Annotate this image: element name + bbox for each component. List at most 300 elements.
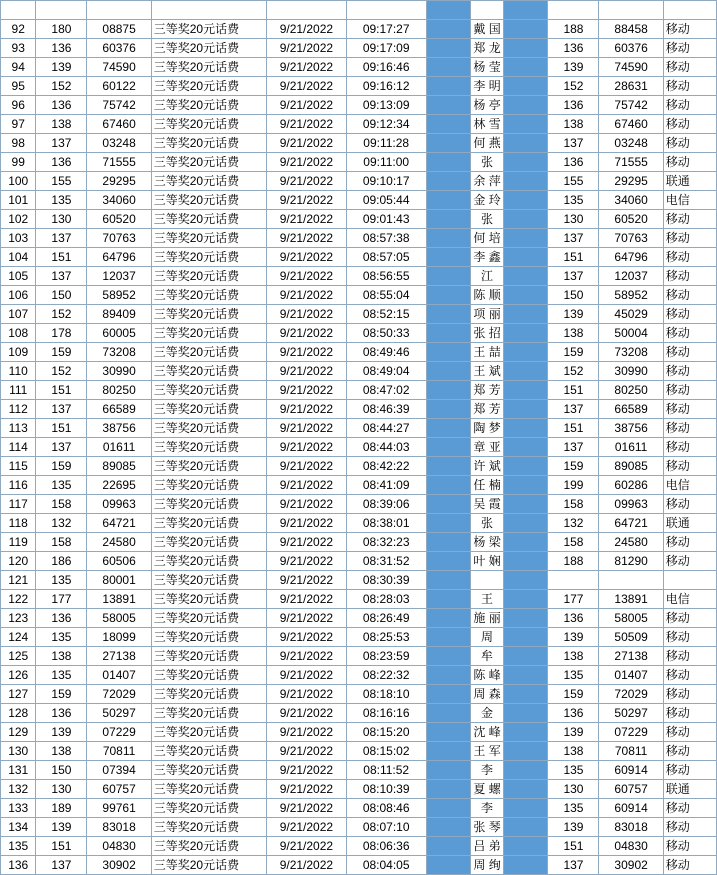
cell-time[interactable]: 08:57:05	[346, 248, 426, 267]
cell-blue-left[interactable]	[426, 704, 470, 723]
cell-time[interactable]: 08:55:04	[346, 286, 426, 305]
cell-code2[interactable]: 60757	[87, 780, 151, 799]
cell-code3[interactable]	[548, 1, 599, 20]
cell-date[interactable]: 9/21/2022	[266, 533, 346, 552]
cell-code4[interactable]: 60757	[599, 780, 663, 799]
cell-date[interactable]: 9/21/2022	[266, 343, 346, 362]
cell-code1[interactable]: 136	[36, 704, 87, 723]
cell-blue-left[interactable]	[426, 153, 470, 172]
cell-carrier[interactable]: 移动	[663, 324, 716, 343]
cell-time[interactable]: 09:11:28	[346, 134, 426, 153]
cell-code3[interactable]: 139	[548, 628, 599, 647]
cell-name[interactable]: 杨 亭	[470, 96, 503, 115]
cell-code1[interactable]: 137	[36, 267, 87, 286]
cell-code1[interactable]: 138	[36, 647, 87, 666]
cell-code1[interactable]: 130	[36, 780, 87, 799]
cell-blue-right[interactable]	[504, 77, 548, 96]
cell-code4[interactable]: 81290	[599, 552, 663, 571]
cell-blue-right[interactable]	[504, 286, 548, 305]
cell-blue-left[interactable]	[426, 856, 470, 875]
cell-code4[interactable]: 34060	[599, 191, 663, 210]
cell-name[interactable]: 江	[470, 267, 503, 286]
cell-code1[interactable]: 135	[36, 476, 87, 495]
cell-carrier[interactable]: 联通	[663, 514, 716, 533]
cell-index[interactable]: 121	[1, 571, 36, 590]
cell-code2[interactable]: 58005	[87, 609, 151, 628]
cell-prize[interactable]: 三等奖20元话费	[151, 286, 266, 305]
cell-prize[interactable]: 三等奖20元话费	[151, 305, 266, 324]
cell-prize[interactable]: 三等奖20元话费	[151, 609, 266, 628]
cell-code4[interactable]: 83018	[599, 818, 663, 837]
cell-prize[interactable]: 三等奖20元话费	[151, 514, 266, 533]
cell-code4[interactable]: 30990	[599, 362, 663, 381]
cell-carrier[interactable]	[663, 571, 716, 590]
cell-carrier[interactable]: 移动	[663, 457, 716, 476]
cell-code4[interactable]: 60914	[599, 761, 663, 780]
cell-time[interactable]: 08:52:15	[346, 305, 426, 324]
cell-prize[interactable]: 三等奖20元话费	[151, 818, 266, 837]
cell-code3[interactable]: 188	[548, 20, 599, 39]
cell-prize[interactable]: 三等奖20元话费	[151, 552, 266, 571]
cell-code1[interactable]: 178	[36, 324, 87, 343]
cell-blue-right[interactable]	[504, 20, 548, 39]
cell-time[interactable]: 08:15:20	[346, 723, 426, 742]
cell-code4[interactable]: 60914	[599, 799, 663, 818]
cell-code1[interactable]: 135	[36, 571, 87, 590]
cell-prize[interactable]: 三等奖20元话费	[151, 381, 266, 400]
cell-code2[interactable]: 89085	[87, 457, 151, 476]
cell-code2[interactable]: 80250	[87, 381, 151, 400]
cell-time[interactable]: 08:28:03	[346, 590, 426, 609]
cell-blue-right[interactable]	[504, 628, 548, 647]
cell-code2[interactable]: 71555	[87, 153, 151, 172]
cell-blue-left[interactable]	[426, 343, 470, 362]
cell-code1[interactable]: 139	[36, 818, 87, 837]
cell-code2[interactable]: 58952	[87, 286, 151, 305]
cell-code3[interactable]: 137	[548, 267, 599, 286]
cell-prize[interactable]: 三等奖20元话费	[151, 647, 266, 666]
cell-time[interactable]: 09:16:46	[346, 58, 426, 77]
cell-carrier[interactable]: 移动	[663, 495, 716, 514]
cell-time[interactable]: 08:22:32	[346, 666, 426, 685]
cell-name[interactable]: 郑 龙	[470, 39, 503, 58]
cell-date[interactable]: 9/21/2022	[266, 362, 346, 381]
cell-index[interactable]: 128	[1, 704, 36, 723]
cell-blue-left[interactable]	[426, 628, 470, 647]
cell-blue-left[interactable]	[426, 780, 470, 799]
cell-carrier[interactable]: 移动	[663, 818, 716, 837]
cell-code4[interactable]: 71555	[599, 153, 663, 172]
cell-time[interactable]: 08:46:39	[346, 400, 426, 419]
cell-blue-left[interactable]	[426, 381, 470, 400]
cell-prize[interactable]: 三等奖20元话费	[151, 837, 266, 856]
cell-date[interactable]: 9/21/2022	[266, 742, 346, 761]
cell-index[interactable]: 92	[1, 20, 36, 39]
cell-prize[interactable]: 三等奖20元话费	[151, 20, 266, 39]
cell-name[interactable]: 王 斌	[470, 362, 503, 381]
cell-code1[interactable]: 152	[36, 362, 87, 381]
cell-time[interactable]: 09:10:17	[346, 172, 426, 191]
cell-carrier[interactable]: 移动	[663, 704, 716, 723]
cell-code3[interactable]: 199	[548, 476, 599, 495]
cell-index[interactable]: 132	[1, 780, 36, 799]
cell-time[interactable]: 08:42:22	[346, 457, 426, 476]
cell-code2[interactable]: 70763	[87, 229, 151, 248]
cell-code3[interactable]: 188	[548, 552, 599, 571]
cell-code2[interactable]: 75742	[87, 96, 151, 115]
cell-code1[interactable]: 159	[36, 343, 87, 362]
cell-code2[interactable]: 09963	[87, 495, 151, 514]
cell-prize[interactable]: 三等奖20元话费	[151, 115, 266, 134]
cell-code3[interactable]: 136	[548, 609, 599, 628]
cell-code2[interactable]: 74590	[87, 58, 151, 77]
cell-blue-left[interactable]	[426, 248, 470, 267]
cell-prize[interactable]: 三等奖20元话费	[151, 400, 266, 419]
cell-prize[interactable]: 三等奖20元话费	[151, 685, 266, 704]
cell-carrier[interactable]: 移动	[663, 39, 716, 58]
cell-prize[interactable]: 三等奖20元话费	[151, 248, 266, 267]
cell-code4[interactable]: 60376	[599, 39, 663, 58]
cell-time[interactable]: 08:49:46	[346, 343, 426, 362]
cell-prize[interactable]: 三等奖20元话费	[151, 457, 266, 476]
cell-code2[interactable]: 07394	[87, 761, 151, 780]
cell-date[interactable]: 9/21/2022	[266, 685, 346, 704]
cell-index[interactable]: 126	[1, 666, 36, 685]
cell-code4[interactable]: 01611	[599, 438, 663, 457]
cell-blue-right[interactable]	[504, 229, 548, 248]
cell-time[interactable]: 08:41:09	[346, 476, 426, 495]
cell-index[interactable]: 100	[1, 172, 36, 191]
cell-code1[interactable]: 138	[36, 115, 87, 134]
cell-blue-right[interactable]	[504, 362, 548, 381]
cell-code4[interactable]: 60286	[599, 476, 663, 495]
cell-date[interactable]: 9/21/2022	[266, 210, 346, 229]
cell-carrier[interactable]: 移动	[663, 628, 716, 647]
cell-time[interactable]: 09:12:34	[346, 115, 426, 134]
cell-time[interactable]: 08:16:16	[346, 704, 426, 723]
cell-index[interactable]: 114	[1, 438, 36, 457]
cell-date[interactable]: 9/21/2022	[266, 20, 346, 39]
cell-date[interactable]: 9/21/2022	[266, 400, 346, 419]
cell-blue-left[interactable]	[426, 552, 470, 571]
cell-time[interactable]: 08:11:52	[346, 761, 426, 780]
cell-prize[interactable]: 三等奖20元话费	[151, 191, 266, 210]
cell-time[interactable]: 09:11:00	[346, 153, 426, 172]
cell-code4[interactable]: 64721	[599, 514, 663, 533]
cell-carrier[interactable]: 移动	[663, 609, 716, 628]
cell-code3[interactable]: 151	[548, 837, 599, 856]
cell-time[interactable]: 08:31:52	[346, 552, 426, 571]
cell-carrier[interactable]: 移动	[663, 552, 716, 571]
cell-time[interactable]: 08:18:10	[346, 685, 426, 704]
cell-index[interactable]: 97	[1, 115, 36, 134]
cell-date[interactable]: 9/21/2022	[266, 77, 346, 96]
cell-code4[interactable]: 30902	[599, 856, 663, 875]
cell-date[interactable]: 9/21/2022	[266, 799, 346, 818]
cell-time[interactable]: 08:49:04	[346, 362, 426, 381]
cell-name[interactable]: 王 军	[470, 742, 503, 761]
cell-index[interactable]: 122	[1, 590, 36, 609]
cell-code4[interactable]: 50509	[599, 628, 663, 647]
cell-index[interactable]: 112	[1, 400, 36, 419]
cell-date[interactable]: 9/21/2022	[266, 590, 346, 609]
cell-code2[interactable]: 60376	[87, 39, 151, 58]
cell-date[interactable]: 9/21/2022	[266, 780, 346, 799]
cell-code4[interactable]: 13891	[599, 590, 663, 609]
cell-time[interactable]: 08:06:36	[346, 837, 426, 856]
cell-blue-right[interactable]	[504, 324, 548, 343]
cell-code4[interactable]: 64796	[599, 248, 663, 267]
cell-code4[interactable]: 45029	[599, 305, 663, 324]
cell-code4[interactable]: 58005	[599, 609, 663, 628]
cell-code1[interactable]: 139	[36, 723, 87, 742]
cell-blue-right[interactable]	[504, 134, 548, 153]
cell-index[interactable]: 107	[1, 305, 36, 324]
cell-code4[interactable]: 89085	[599, 457, 663, 476]
cell-carrier[interactable]: 电信	[663, 191, 716, 210]
cell-prize[interactable]: 三等奖20元话费	[151, 571, 266, 590]
cell-code4[interactable]: 50297	[599, 704, 663, 723]
cell-blue-right[interactable]	[504, 799, 548, 818]
cell-carrier[interactable]: 移动	[663, 533, 716, 552]
cell-date[interactable]: 9/21/2022	[266, 552, 346, 571]
cell-code2[interactable]: 04830	[87, 837, 151, 856]
cell-carrier[interactable]: 移动	[663, 305, 716, 324]
cell-prize[interactable]: 三等奖20元话费	[151, 172, 266, 191]
cell-code1[interactable]: 152	[36, 77, 87, 96]
cell-index[interactable]: 106	[1, 286, 36, 305]
cell-time[interactable]: 08:07:10	[346, 818, 426, 837]
cell-code2[interactable]: 50297	[87, 704, 151, 723]
cell-blue-right[interactable]	[504, 58, 548, 77]
cell-code2[interactable]: 13891	[87, 590, 151, 609]
cell-blue-left[interactable]	[426, 115, 470, 134]
cell-code2[interactable]: 99761	[87, 799, 151, 818]
cell-code2[interactable]: 66589	[87, 400, 151, 419]
cell-time[interactable]: 08:32:23	[346, 533, 426, 552]
cell-date[interactable]: 9/21/2022	[266, 476, 346, 495]
cell-index[interactable]: 110	[1, 362, 36, 381]
cell-code1[interactable]: 136	[36, 609, 87, 628]
cell-name[interactable]: 周 森	[470, 685, 503, 704]
cell-code2[interactable]: 18099	[87, 628, 151, 647]
cell-code4[interactable]: 72029	[599, 685, 663, 704]
cell-blue-left[interactable]	[426, 210, 470, 229]
cell-index[interactable]: 119	[1, 533, 36, 552]
cell-name[interactable]: 张	[470, 514, 503, 533]
cell-code2[interactable]: 03248	[87, 134, 151, 153]
cell-code1[interactable]: 136	[36, 96, 87, 115]
cell-index[interactable]	[1, 1, 36, 20]
cell-code4[interactable]: 50004	[599, 324, 663, 343]
cell-code1[interactable]: 189	[36, 799, 87, 818]
cell-prize[interactable]: 三等奖20元话费	[151, 153, 266, 172]
cell-blue-left[interactable]	[426, 324, 470, 343]
cell-prize[interactable]: 三等奖20元话费	[151, 742, 266, 761]
cell-code3[interactable]: 152	[548, 77, 599, 96]
cell-blue-left[interactable]	[426, 419, 470, 438]
cell-code4[interactable]: 80250	[599, 381, 663, 400]
cell-blue-right[interactable]	[504, 761, 548, 780]
cell-date[interactable]: 9/21/2022	[266, 419, 346, 438]
cell-prize[interactable]: 三等奖20元话费	[151, 533, 266, 552]
cell-code3[interactable]: 138	[548, 324, 599, 343]
cell-name[interactable]: 金	[470, 704, 503, 723]
cell-blue-right[interactable]	[504, 723, 548, 742]
cell-time[interactable]: 08:04:05	[346, 856, 426, 875]
cell-date[interactable]: 9/21/2022	[266, 267, 346, 286]
cell-name[interactable]: 任 楠	[470, 476, 503, 495]
cell-date[interactable]: 9/21/2022	[266, 495, 346, 514]
cell-code3[interactable]: 137	[548, 438, 599, 457]
cell-carrier[interactable]: 移动	[663, 723, 716, 742]
cell-code3[interactable]: 151	[548, 419, 599, 438]
cell-date[interactable]: 9/21/2022	[266, 58, 346, 77]
cell-blue-left[interactable]	[426, 571, 470, 590]
cell-code1[interactable]: 186	[36, 552, 87, 571]
cell-index[interactable]: 96	[1, 96, 36, 115]
cell-code1[interactable]: 158	[36, 495, 87, 514]
cell-code4[interactable]: 75742	[599, 96, 663, 115]
cell-code3[interactable]: 139	[548, 818, 599, 837]
cell-time[interactable]: 08:30:39	[346, 571, 426, 590]
cell-code1[interactable]: 180	[36, 20, 87, 39]
cell-name[interactable]: 何 培	[470, 229, 503, 248]
cell-time[interactable]: 08:08:46	[346, 799, 426, 818]
cell-code3[interactable]: 130	[548, 780, 599, 799]
cell-prize[interactable]: 三等奖20元话费	[151, 343, 266, 362]
cell-code2[interactable]: 60520	[87, 210, 151, 229]
cell-carrier[interactable]: 移动	[663, 343, 716, 362]
cell-blue-right[interactable]	[504, 742, 548, 761]
cell-code2[interactable]: 08875	[87, 20, 151, 39]
cell-blue-left[interactable]	[426, 476, 470, 495]
cell-index[interactable]: 111	[1, 381, 36, 400]
cell-carrier[interactable]: 移动	[663, 77, 716, 96]
cell-name[interactable]: 陶 梦	[470, 419, 503, 438]
cell-code4[interactable]: 70811	[599, 742, 663, 761]
cell-prize[interactable]: 三等奖20元话费	[151, 229, 266, 248]
cell-name[interactable]: 沈 峰	[470, 723, 503, 742]
cell-carrier[interactable]: 移动	[663, 115, 716, 134]
cell-code4[interactable]: 74590	[599, 58, 663, 77]
cell-blue-left[interactable]	[426, 96, 470, 115]
cell-code1[interactable]: 135	[36, 666, 87, 685]
cell-date[interactable]	[266, 1, 346, 20]
cell-date[interactable]: 9/21/2022	[266, 723, 346, 742]
cell-code1[interactable]: 135	[36, 191, 87, 210]
cell-blue-right[interactable]	[504, 457, 548, 476]
cell-code3[interactable]: 139	[548, 723, 599, 742]
cell-blue-left[interactable]	[426, 400, 470, 419]
cell-index[interactable]: 135	[1, 837, 36, 856]
cell-code3[interactable]: 159	[548, 343, 599, 362]
cell-index[interactable]: 129	[1, 723, 36, 742]
cell-name[interactable]: 夏 螺	[470, 780, 503, 799]
cell-code1[interactable]: 137	[36, 400, 87, 419]
cell-code4[interactable]: 70763	[599, 229, 663, 248]
cell-code2[interactable]: 60506	[87, 552, 151, 571]
cell-code1[interactable]: 151	[36, 381, 87, 400]
cell-code2[interactable]: 24580	[87, 533, 151, 552]
cell-blue-right[interactable]	[504, 96, 548, 115]
cell-index[interactable]: 123	[1, 609, 36, 628]
cell-code2[interactable]: 01611	[87, 438, 151, 457]
cell-carrier[interactable]: 移动	[663, 58, 716, 77]
cell-code3[interactable]: 137	[548, 134, 599, 153]
cell-code2[interactable]: 64721	[87, 514, 151, 533]
cell-blue-left[interactable]	[426, 590, 470, 609]
cell-code3[interactable]: 158	[548, 533, 599, 552]
cell-code3[interactable]: 155	[548, 172, 599, 191]
cell-blue-left[interactable]	[426, 647, 470, 666]
cell-blue-left[interactable]	[426, 134, 470, 153]
cell-code1[interactable]: 158	[36, 533, 87, 552]
cell-code2[interactable]: 70811	[87, 742, 151, 761]
cell-date[interactable]: 9/21/2022	[266, 628, 346, 647]
cell-date[interactable]: 9/21/2022	[266, 571, 346, 590]
cell-index[interactable]: 117	[1, 495, 36, 514]
cell-code3[interactable]: 139	[548, 305, 599, 324]
cell-code4[interactable]	[599, 1, 663, 20]
cell-date[interactable]: 9/21/2022	[266, 609, 346, 628]
cell-code1[interactable]: 136	[36, 39, 87, 58]
cell-name[interactable]: 张 琴	[470, 818, 503, 837]
cell-code2[interactable]: 12037	[87, 267, 151, 286]
cell-prize[interactable]: 三等奖20元话费	[151, 267, 266, 286]
cell-carrier[interactable]: 移动	[663, 438, 716, 457]
cell-blue-left[interactable]	[426, 723, 470, 742]
cell-index[interactable]: 109	[1, 343, 36, 362]
cell-code3[interactable]: 159	[548, 457, 599, 476]
cell-time[interactable]: 08:25:53	[346, 628, 426, 647]
cell-name[interactable]: 许 斌	[470, 457, 503, 476]
cell-code1[interactable]: 152	[36, 305, 87, 324]
cell-prize[interactable]: 三等奖20元话费	[151, 362, 266, 381]
cell-code4[interactable]: 29295	[599, 172, 663, 191]
cell-code3[interactable]: 137	[548, 229, 599, 248]
cell-date[interactable]: 9/21/2022	[266, 172, 346, 191]
cell-carrier[interactable]: 移动	[663, 742, 716, 761]
cell-date[interactable]: 9/21/2022	[266, 438, 346, 457]
cell-carrier[interactable]: 移动	[663, 153, 716, 172]
cell-code2[interactable]: 30990	[87, 362, 151, 381]
cell-blue-right[interactable]	[504, 780, 548, 799]
cell-code4[interactable]: 73208	[599, 343, 663, 362]
cell-carrier[interactable]: 移动	[663, 134, 716, 153]
cell-code3[interactable]: 151	[548, 381, 599, 400]
cell-carrier[interactable]: 电信	[663, 476, 716, 495]
cell-code3[interactable]: 151	[548, 248, 599, 267]
cell-time[interactable]: 08:26:49	[346, 609, 426, 628]
cell-date[interactable]: 9/21/2022	[266, 191, 346, 210]
cell-prize[interactable]: 三等奖20元话费	[151, 799, 266, 818]
cell-code3[interactable]: 135	[548, 666, 599, 685]
cell-index[interactable]: 102	[1, 210, 36, 229]
cell-carrier[interactable]: 移动	[663, 685, 716, 704]
cell-code1[interactable]: 151	[36, 419, 87, 438]
cell-prize[interactable]: 三等奖20元话费	[151, 761, 266, 780]
cell-date[interactable]: 9/21/2022	[266, 856, 346, 875]
cell-code3[interactable]: 138	[548, 647, 599, 666]
cell-blue-left[interactable]	[426, 514, 470, 533]
cell-index[interactable]: 93	[1, 39, 36, 58]
cell-blue-right[interactable]	[504, 818, 548, 837]
cell-blue-right[interactable]	[504, 210, 548, 229]
cell-code3[interactable]: 132	[548, 514, 599, 533]
cell-code1[interactable]: 159	[36, 685, 87, 704]
cell-name[interactable]: 周 绚	[470, 856, 503, 875]
